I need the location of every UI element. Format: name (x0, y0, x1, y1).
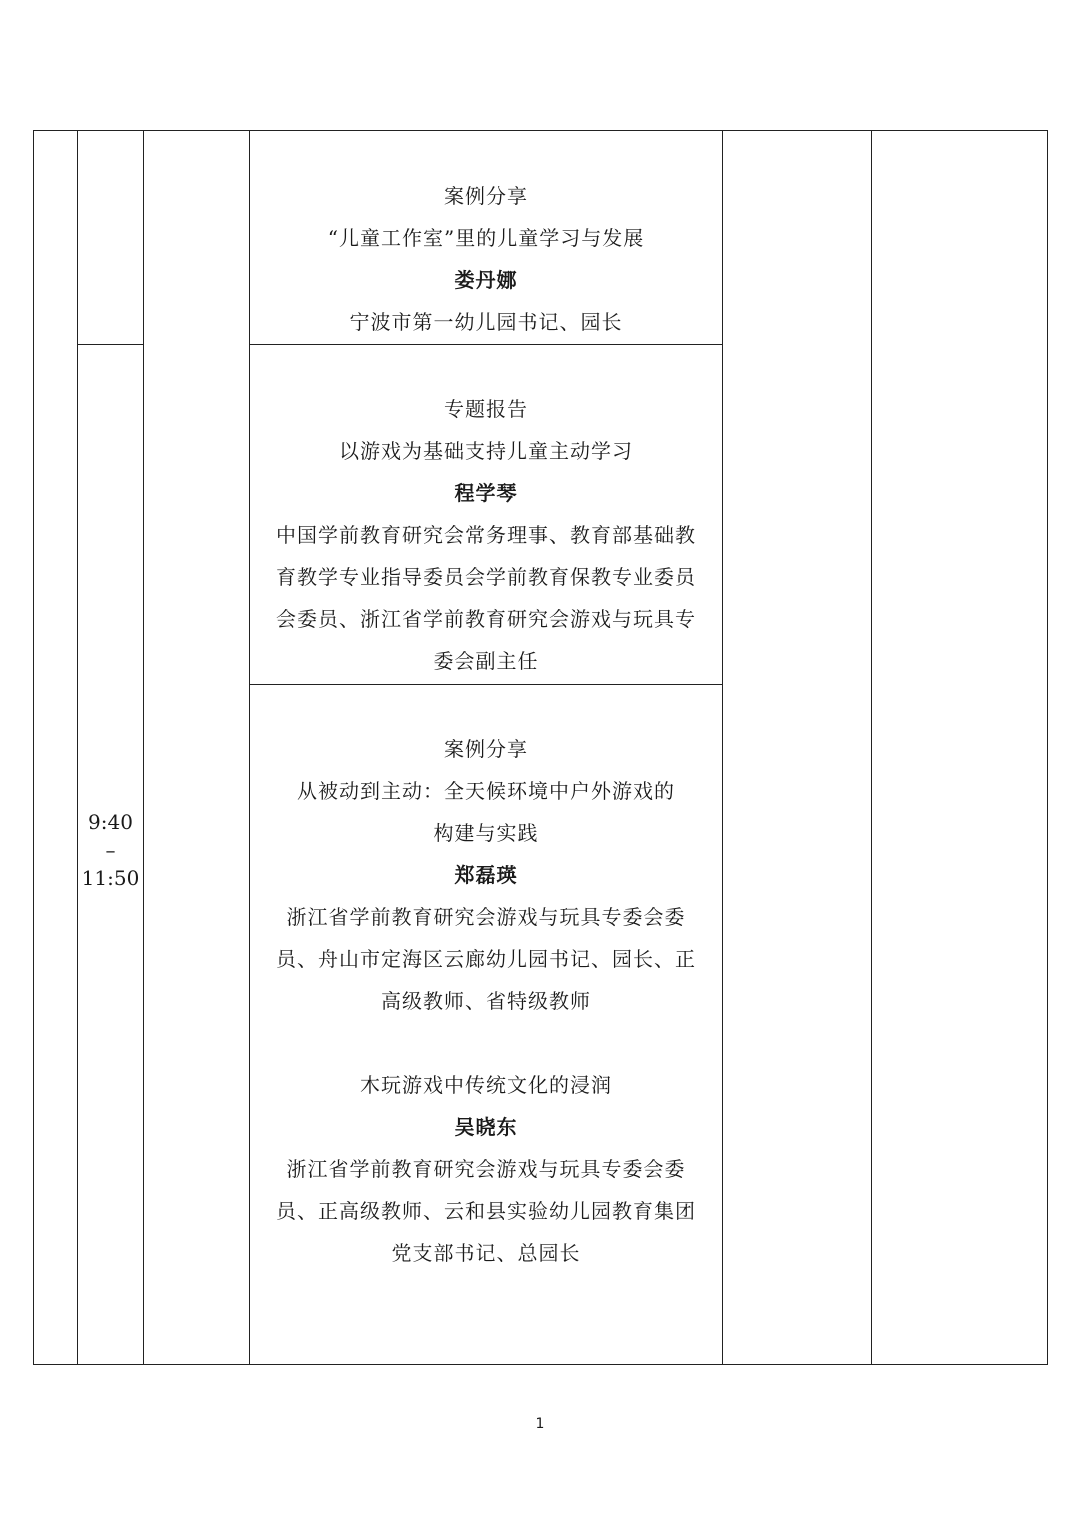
session-title: 从被动到主动：全天候环境中户外游戏的 (297, 779, 675, 803)
session-title: 构建与实践 (433, 821, 539, 845)
table-right-border (1047, 130, 1048, 1365)
speaker-name: 郑磊瑛 (454, 863, 518, 887)
session-type: 案例分享 (444, 184, 528, 208)
speaker-name: 娄丹娜 (454, 268, 518, 292)
column-divider-1 (77, 130, 78, 1365)
column-divider-4 (722, 130, 723, 1365)
time-row-divider (77, 344, 143, 345)
speaker-affiliation: 浙江省学前教育研究会游戏与玩具专委会委 (286, 905, 686, 929)
session-card (250, 175, 722, 343)
table-bottom-border (33, 1364, 1048, 1365)
session-title: “儿童工作室”里的儿童学习与发展 (327, 226, 645, 250)
table-left-border (33, 130, 34, 1365)
speaker-affiliation: 高级教师、省特级教师 (381, 989, 591, 1013)
speaker-affiliation: 会委员、浙江省学前教育研究会游戏与玩具专 (276, 607, 696, 631)
speaker-name: 吴晓东 (454, 1115, 518, 1139)
session-card (250, 388, 722, 682)
table-top-border (33, 130, 1048, 131)
speaker-affiliation: 员、舟山市定海区云廊幼儿园书记、园长、正 (276, 947, 696, 971)
session-divider-1 (249, 344, 723, 345)
session-title: 以游戏为基础支持儿童主动学习 (339, 439, 633, 463)
time-slot (78, 808, 143, 892)
time-dash: – (105, 838, 116, 862)
column-divider-5 (871, 130, 872, 1365)
speaker-affiliation: 育教学专业指导委员会学前教育保教专业委员 (276, 565, 696, 589)
session-title: 木玩游戏中传统文化的浸润 (360, 1073, 612, 1097)
speaker-affiliation: 浙江省学前教育研究会游戏与玩具专委会委 (286, 1157, 686, 1181)
speaker-affiliation: 党支部书记、总园长 (391, 1241, 581, 1265)
column-divider-2 (143, 130, 144, 1365)
time-end: 11:50 (81, 866, 140, 890)
speaker-affiliation: 中国学前教育研究会常务理事、教育部基础教 (276, 523, 696, 547)
session-divider-2 (249, 684, 723, 685)
speaker-affiliation: 宁波市第一幼儿园书记、园长 (349, 310, 623, 334)
session-type: 案例分享 (444, 737, 528, 761)
page-number: 1 (535, 1416, 545, 1432)
session-type: 专题报告 (444, 397, 528, 421)
speaker-affiliation: 员、正高级教师、云和县实验幼儿园教育集团 (276, 1199, 696, 1223)
time-start: 9:40 (88, 810, 133, 834)
speaker-name: 程学琴 (454, 481, 518, 505)
spacer (250, 1022, 722, 1064)
session-card (250, 728, 722, 1274)
speaker-affiliation: 委会副主任 (433, 649, 539, 673)
